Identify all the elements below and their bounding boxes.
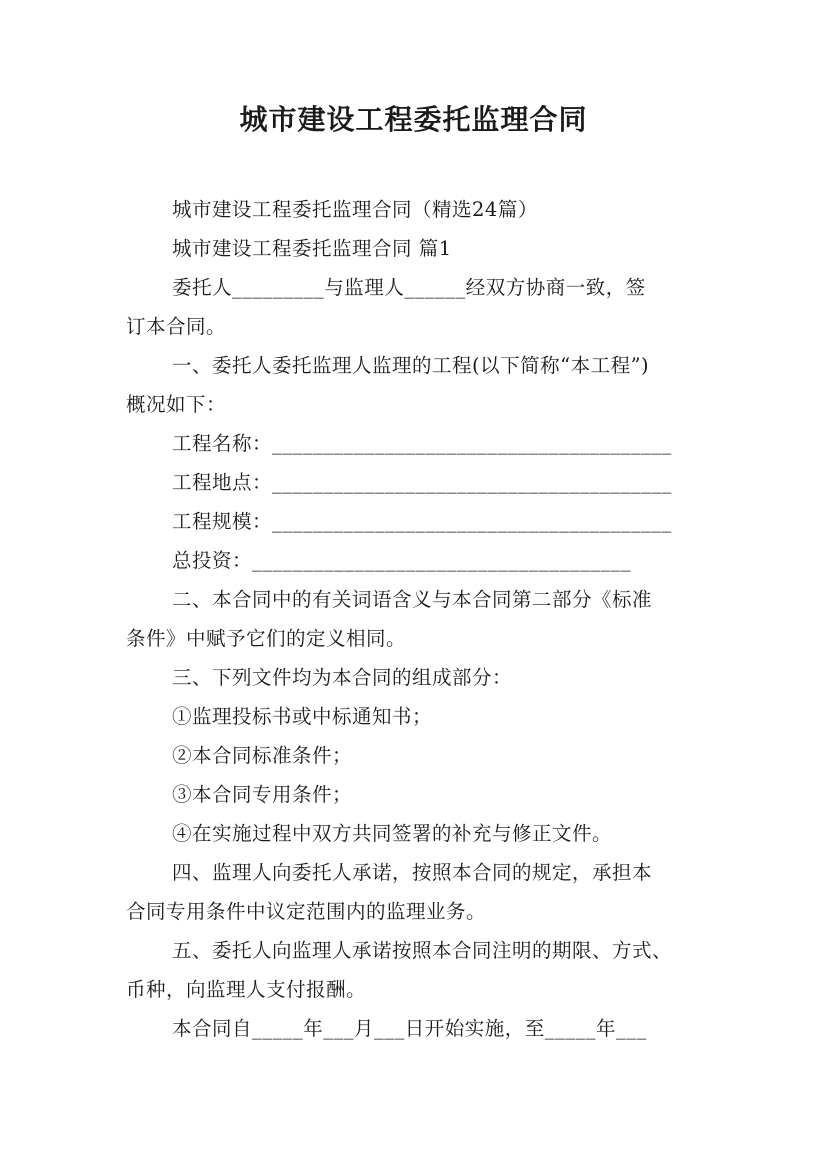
paragraph-line: 币种，向监理人支付报酬。 bbox=[126, 978, 367, 1001]
paragraph-line: 三、下列文件均为本合同的组成部分： bbox=[172, 666, 513, 689]
paragraph-line: 合同专用条件中议定范围内的监理业务。 bbox=[126, 900, 487, 923]
section-heading: 城市建设工程委托监理合同 篇1 bbox=[172, 237, 452, 260]
paragraph-line: 二、本合同中的有关词语含义与本合同第二部分《标准 bbox=[172, 588, 653, 611]
list-item: ④在实施过程中双方共同签署的补充与修正文件。 bbox=[172, 822, 613, 845]
paragraph-line: 概况如下： bbox=[126, 393, 227, 416]
paragraph-line: 订本合同。 bbox=[126, 315, 227, 338]
paragraph-line: 五、委托人向监理人承诺按照本合同注明的期限、方式、 bbox=[172, 939, 673, 962]
subtitle-line: 城市建设工程委托监理合同（精选24篇） bbox=[172, 198, 538, 221]
paragraph-line: 一、委托人委托监理人监理的工程(以下简称“本工程”) bbox=[172, 354, 650, 377]
paragraph-line: 本合同自_____年___月___日开始实施，至_____年___ bbox=[172, 1017, 647, 1040]
paragraph-line: 四、监理人向委托人承诺，按照本合同的规定，承担本 bbox=[172, 861, 653, 884]
document-title: 城市建设工程委托监理合同 bbox=[239, 103, 588, 136]
field-total-investment: 总投资：_____________________________________ bbox=[172, 549, 632, 572]
list-item: ③本合同专用条件； bbox=[172, 783, 353, 806]
paragraph-line: 委托人_________与监理人______经双方协商一致，签 bbox=[172, 276, 646, 299]
list-item: ②本合同标准条件； bbox=[172, 744, 353, 767]
field-project-location: 工程地点：_______________________________________ bbox=[172, 471, 672, 494]
field-project-name: 工程名称：_______________________________________ bbox=[172, 432, 672, 455]
field-project-scale: 工程规模：_______________________________________ bbox=[172, 510, 672, 533]
list-item: ①监理投标书或中标通知书； bbox=[172, 705, 433, 728]
paragraph-line: 条件》中赋予它们的定义相同。 bbox=[126, 627, 407, 650]
